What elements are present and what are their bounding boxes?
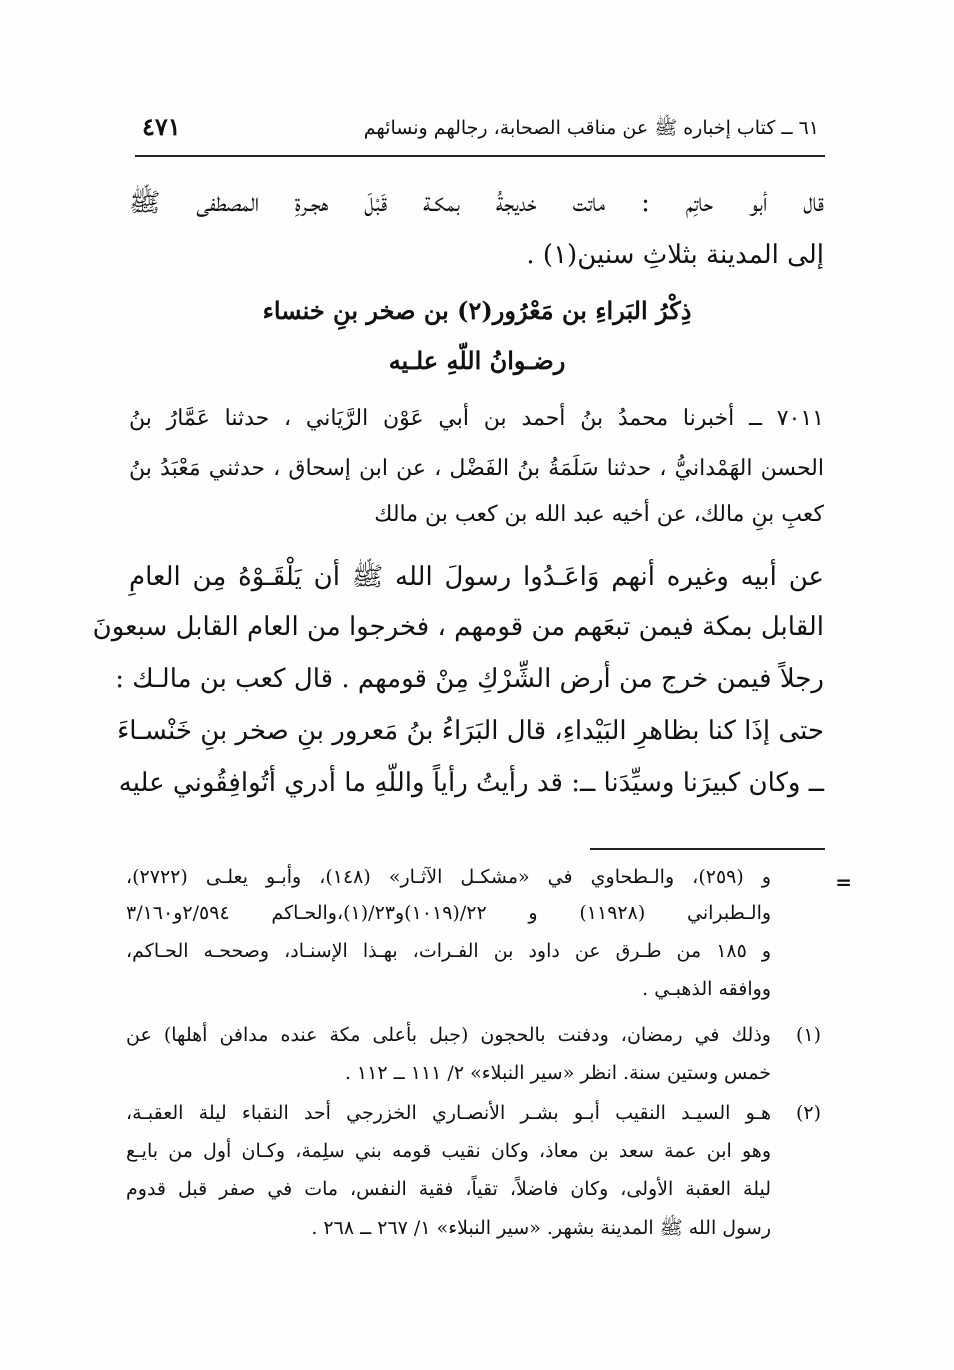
running-head: ٦١ ــ كتاب إخباره ﷺ عن مناقب الصحابة، رجالهم ونسائهم bbox=[363, 117, 819, 139]
footnote-2-line-4: رسول الله ﷺ المدينة بشهر. «سير النبلاء» ١/ ٢٦٧ ــ ٢٦٨ . bbox=[311, 1217, 771, 1239]
footnote-2-line-3: ليلة العقبة الأولى، وكان فاضلاً، تقياً، فقية النفس، مات في صفر قبل قدوم bbox=[126, 1178, 771, 1200]
footnote-continued-line-1: و (٢٥٩)، والـطحاوي في «مشكـل الآثـار» (١٤٨)، وأبـو يعلـى (٢٧٢٢)، bbox=[126, 866, 771, 888]
footnote-rule bbox=[590, 848, 825, 850]
footnote-continued-line-2: والـطبراني (١١٩٢٨) و ٢٢/(١٠١٩)و٢٣/(١)،والحـاكم ٢/٥٩٤و٣/١٦٠ bbox=[126, 902, 772, 924]
matn-line-3: رجلاً فيمن خرج من أرض الشِّرْكِ مِنْ قومهم . قال كعب بن مالـك : bbox=[115, 664, 824, 694]
isnad-line-3: كعبِ بنِ مالك، عن أخيه عبد الله بن كعب بن مالك bbox=[374, 502, 824, 527]
matn-line-4: حتى إذَا كنا بظاهرِ البَيْداءِ، قال البَرَاءُ بنُ مَعرور بنِ صخر بنِ خَنْسـاءَ bbox=[117, 716, 824, 746]
intro-line-2: إلى المدينة بثلاثِ سنين(١) . bbox=[526, 240, 824, 270]
isnad-line-1: ٧٠١١ ــ أخبرنا محمدُ بنُ أحمد بن أبي عَوْن الرَّيَاني ، حدثنا عَمَّارُ بنُ bbox=[129, 406, 824, 431]
footnote-1-number: (١) bbox=[795, 1024, 821, 1046]
matn-line-1: عن أبيه وغيره أنهم وَاعَـدُوا رسولَ الله ﷺ أن يَلْقَـوْهُ مِن العامِ bbox=[129, 562, 824, 592]
footnote-2-line-2: وهو ابن عمة سعد بن معاذ، وكان نقيب قومه بني سلِمة، وكـان أول من بايـع bbox=[126, 1140, 771, 1162]
matn-line-5: ــ وكان كبيرَنا وسيِّدَنا ــ: قد رأيتُ رأياً واللّهِ ما أدري أتُوافِقُوني عليه bbox=[118, 768, 824, 798]
page-number: ٤٧١ bbox=[142, 112, 181, 141]
footnote-1-line-1: وذلك في رمضان، ودفنت بالحجون (جبل بأعلى مكة عنده مدافن أهلها) عن bbox=[126, 1024, 771, 1046]
intro-line-1: قال أبو حاتِم : ماتت خديجةُ بمكـة قَبْلَ هجـرةِ المصطفى ﷺ bbox=[129, 188, 824, 218]
footnote-continued-line-3: و ١٨٥ من طـرق عن داود بن الفـرات، بهـذا الإسنـاد، وصححـه الحـاكم، bbox=[126, 940, 772, 962]
footnote-continuation-mark: = bbox=[835, 870, 852, 894]
footnote-2-number: (٢) bbox=[795, 1102, 821, 1124]
footnote-continued-line-4: ووافقه الذهبـي . bbox=[642, 978, 771, 1000]
section-heading-line-1: ذِكْرُ البَراءِ بن مَعْرُور(٢) بن صخر بنِ خنساء bbox=[262, 296, 692, 325]
header-rule bbox=[135, 155, 825, 157]
matn-line-2: القابل بمكة فيمن تبعَهم من قومهم ، فخرجوا من العام القابل سبعونَ bbox=[92, 612, 824, 642]
footnote-1-line-2: خمس وستين سنة. انظر «سير النبلاء» ٢/ ١١١ ــ ١١٢ . bbox=[344, 1062, 771, 1084]
section-heading-line-2: رضـوانُ اللّهِ علـيه bbox=[388, 346, 566, 375]
footnote-2-line-1: هـو السيـد النقيب أبـو بشـر الأنصـاري الخزرجي أحد النقباء ليلة العقبـة، bbox=[126, 1102, 771, 1124]
isnad-line-2: الحسن الهَمْدانيُّ ، حدثنا سَلَمَةُ بنُ الفَضْل ، عن ابن إسحاق ، حدثني مَعْبَدُ بنُ bbox=[129, 456, 824, 481]
